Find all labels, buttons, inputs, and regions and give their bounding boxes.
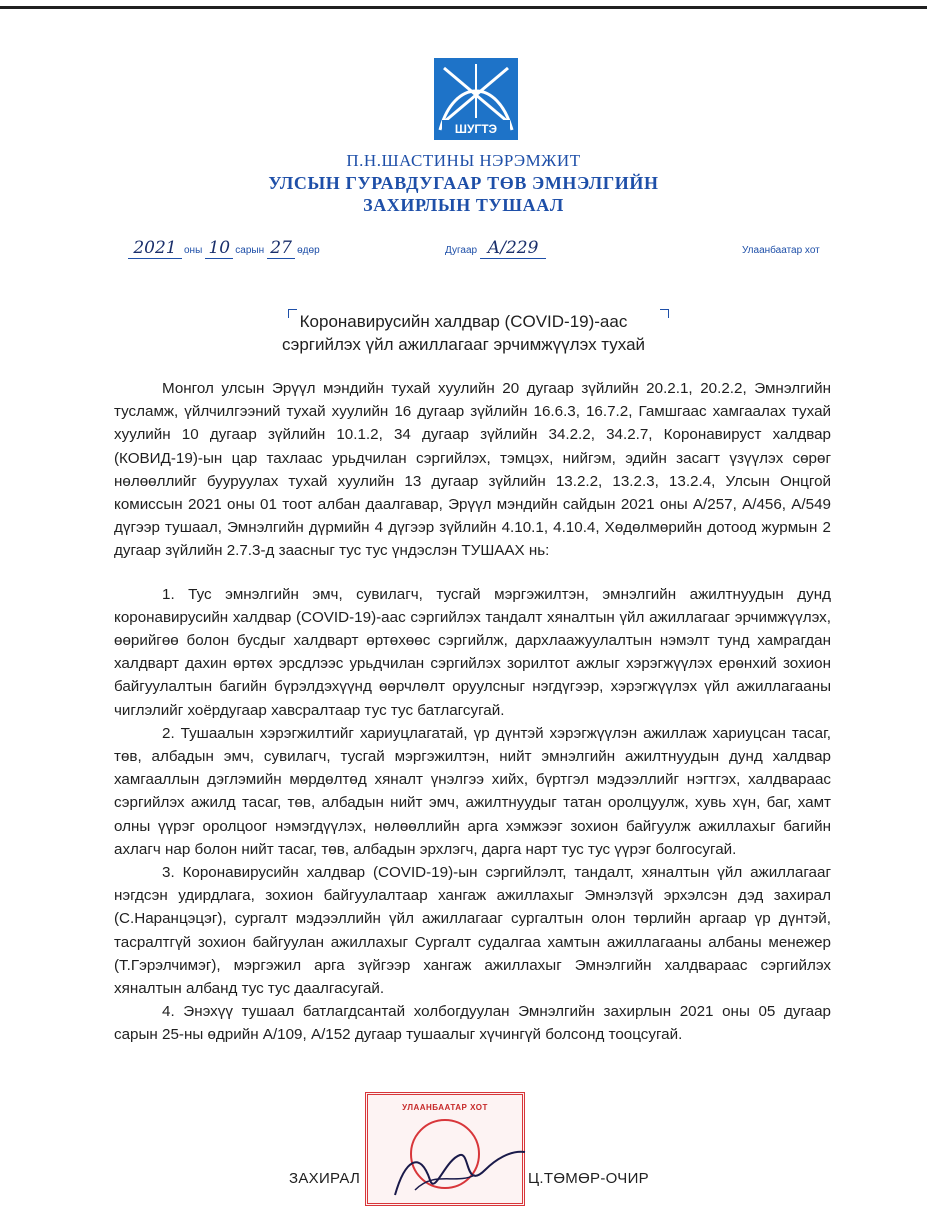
order-body <box>114 377 831 1047</box>
order-subject <box>0 310 927 356</box>
org-line-2: УЛСЫН ГУРАВДУГААР ТӨВ ЭМНЭЛГИЙН <box>268 173 659 193</box>
order-item-4: 4. Энэхүү тушаал батлагдсантай холбогдуулан Эмнэлгийн захирлын 2021 оны 05 дугаар сарын 25-ны өдрийн А/109, А/152 дугаар тушаалыг хүчингүй болсонд тооцсугай. <box>114 1003 831 1044</box>
order-date <box>128 238 323 259</box>
number-label: Дугаар <box>445 245 478 256</box>
handwritten-signature <box>375 1140 535 1200</box>
order-item-1: 1. Тус эмнэлгийн эмч, сувилагч, тусгай мэргэжилтэн, эмнэлгийн ажилтнуудын дунд коронавирусийн халдвар (COVID-19)-аас сэргийлэх тандалт хяналтын үйл ажиллагааг эрчимжүүлэх, өөрийгөө болон бусдыг халдварт өртөхөөс сэргийлж, дархлаажуулалтын нэмэлт тунд хамрагдан халдварт дахин өртөх эрсдлээс урьдчилан сэргийлэх зорилтот ажлыг хэрэгжүүлэх ерөнхий зохион байгуулалтын багийн бүрэлдэхүүнд өөрчлөлт оруулсныг нэгдүгээр, хэрэгжүүлэх үйл ажиллагааны чиглэлийг хоёрдугаар хавсралтаар тус тус батлагсугай. <box>114 585 831 719</box>
date-year: 2021 <box>128 238 182 259</box>
month-label: сарын <box>235 245 265 256</box>
preamble-paragraph: Монгол улсын Эрүүл мэндийн тухай хуулийн 20 дугаар зүйлийн 20.2.1, 20.2.2, Эмнэлгийн тусламж, үйлчилгээний тухай хуулийн 16 дугаар зүйлийн 16.6.3, 16.7.2, Гамшгаас хамгаалах тухай хуулийн 10 дугаар зүйлийн 10.1.2, 34 дугаар зүйлийн 34.2.2, 34.2.7, Коронавируст халдвар (КОВИД-19)-ын цар тахлаас урьдчилан сэргийлэх, тэмцэх, нийгэм, эдийн засагт үзүүлэх сөрөг нөлөөллийг бууруулах тухай хуулийн 13 дугаар зүйлийн 13.2.2, 13.2.3, 13.2.4, Улсын Онцгой комиссын 2021 оны 01 тоот албан даалгавар, Эрүүл мэндийн сайдын 2021 оны А/257, А/456, А/549 дүгээр тушаал, Эмнэлгийн дүрмийн 4 дүгээр зүйлийн 4.10.1, 4.10.4, Хөдөлмөрийн дотоод журмын 2 дугаар зүйлийн 2.7.3-д заасныг тус тус үндэслэн ТУШААХ нь: <box>114 380 831 560</box>
dateline <box>0 238 927 264</box>
number-value: А/229 <box>480 238 546 259</box>
subject-line-2: сэргийлэх үйл ажиллагааг эрчимжүүлэх тухай <box>281 335 646 354</box>
day-label: өдөр <box>297 245 320 256</box>
stamp-top-text: УЛААНБААТАР ХОТ <box>402 1103 488 1112</box>
hospital-logo <box>434 58 518 140</box>
organization-heading <box>0 150 927 216</box>
top-border-line <box>0 6 927 9</box>
order-number <box>445 238 546 259</box>
order-item-2: 2. Тушаалын хэрэгжилтийг хариуцлагатай, үр дүнтэй хэрэгжүүлэн ажиллаж хариуцсан тасаг, төв, албадын эмч, сувилагч, тусгай мэргэжилтэн, нийт эмнэлгийн ажилтнуудын дунд халдвар хамгааллын дэглэмийн мөрдөлтөд хяналт үнэлгээ хийх, бүртгэл мэдээллийг нэгтгэх, халдвараас сэргийлэх ажилд тасаг, төв, албадын нийт эмч, ажилтнуудыг татан оролцуулж, хувь хүн, баг, хамт олны үүрэг оролцоог нэмэгдүүлэх, нөлөөллийн арга хэмжээг зохион байгуулж ажиллахыг багийн ахлагч нар болон нийт тасаг, төв, албадын эрхлэгч, дарга нарт тус тус үүрэг болгосугай. <box>114 724 831 858</box>
subject-line-1: Коронавирусийн халдвар (COVID-19)-аас <box>299 312 628 331</box>
signer-title: ЗАХИРАЛ <box>289 1170 361 1187</box>
city-label: Улаанбаатар хот <box>742 245 820 256</box>
org-line-1: П.Н.ШАСТИНЫ НЭРЭМЖИТ <box>346 151 581 170</box>
date-day: 27 <box>267 238 295 259</box>
signer-name: Ц.ТӨМӨР-ОЧИР <box>528 1170 649 1187</box>
logo-text: ШУГТЭ <box>454 122 498 136</box>
year-label: оны <box>184 245 203 256</box>
org-line-3: ЗАХИРЛЫН ТУШААЛ <box>363 195 564 215</box>
order-item-3: 3. Коронавирусийн халдвар (COVID-19)-ын сэргийлэлт, тандалт, хяналтын үйл ажиллагааг нэгдсэн удирдлага, зохион байгуулалтаар хангаж ажиллахыг Эмнэлзүй эрхэлсэн дэд захирал (С.Наранцэцэг), сургалт мэдээллийн үйл ажиллагааг сургалтын олон төрлийн аргаар үр дүнтэй, тасралтгүй зохион байгуулан ажиллахыг Сургалт судалгаа хамтын ажиллагааны албаны менежер (Т.Гэрэлчимэг), мэргэжил арга зүйгээр хангаж ажиллахыг Эмнэлгийн халдвараас сэргийлэх хяналтын албанд тус тус даалгасугай. <box>114 864 831 998</box>
date-month: 10 <box>205 238 233 259</box>
